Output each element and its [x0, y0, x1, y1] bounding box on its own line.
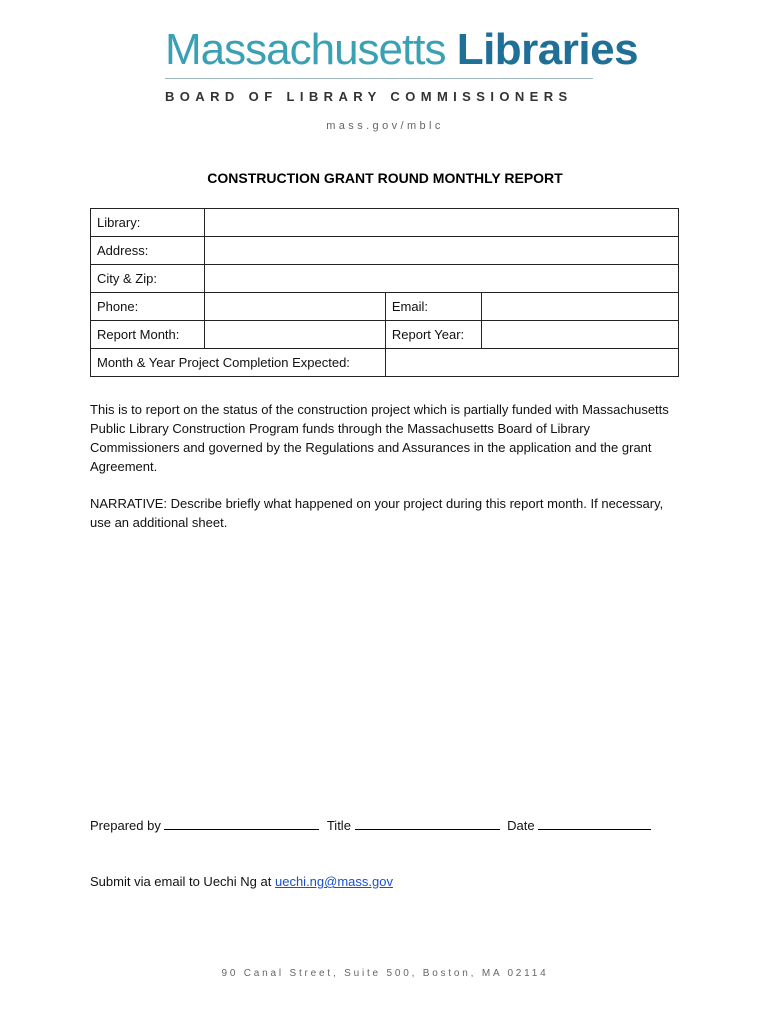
library-row	[91, 209, 679, 237]
logo-subtitle: BOARD OF LIBRARY COMMISSIONERS	[165, 89, 573, 104]
phone-field[interactable]	[204, 293, 385, 321]
prepared-by-label: Prepared by	[90, 818, 161, 833]
library-label: Library:	[91, 209, 205, 237]
submit-text: Submit via email to Uechi Ng at	[90, 874, 272, 889]
city-zip-label: City & Zip:	[91, 265, 205, 293]
email-field[interactable]	[481, 293, 678, 321]
title-line[interactable]	[355, 817, 500, 830]
title-label: Title	[326, 818, 351, 833]
website-url: mass.gov/mblc	[326, 120, 444, 132]
date-line[interactable]	[538, 817, 651, 830]
city-zip-row	[91, 265, 679, 293]
logo-wordmark	[165, 25, 639, 74]
logo-word-libraries: Libraries	[456, 25, 639, 74]
address-row	[91, 237, 679, 265]
completion-field[interactable]	[385, 349, 678, 377]
report-year-label: Report Year:	[385, 321, 481, 349]
date-label: Date	[507, 818, 535, 833]
submit-instructions	[90, 874, 393, 889]
logo-word-massachusetts: Massachusetts	[165, 25, 446, 74]
prepared-by-line[interactable]	[164, 817, 319, 830]
completion-row	[91, 349, 679, 377]
report-period-row	[91, 321, 679, 349]
city-zip-field[interactable]	[204, 265, 678, 293]
report-year-field[interactable]	[481, 321, 678, 349]
completion-label: Month & Year Project Completion Expected:	[91, 349, 386, 377]
intro-paragraph: This is to report on the status of the construction project which is partially funded with Massachusetts Public Library Construction Program funds through the Massachusetts Board of Library Commissioners and governed by the Regulations and Assurances in the application and the grant Agreement.	[90, 402, 669, 474]
logo-divider	[165, 78, 593, 79]
library-field[interactable]	[204, 209, 678, 237]
signature-row	[90, 817, 690, 833]
report-month-field[interactable]	[204, 321, 385, 349]
page-title: CONSTRUCTION GRANT ROUND MONTHLY REPORT	[207, 170, 563, 186]
mblc-logo	[165, 25, 639, 104]
footer-address: 90 Canal Street, Suite 500, Boston, MA 02114	[221, 968, 549, 979]
address-label: Address:	[91, 237, 205, 265]
report-month-label: Report Month:	[91, 321, 205, 349]
submit-email-link[interactable]: uechi.ng@mass.gov	[274, 874, 393, 889]
narrative-instructions: NARRATIVE: Describe briefly what happened on your project during this report month. If necessary, use an additional sheet.	[90, 496, 664, 530]
report-form-table	[90, 208, 679, 377]
email-label: Email:	[385, 293, 481, 321]
address-field[interactable]	[204, 237, 678, 265]
phone-label: Phone:	[91, 293, 205, 321]
phone-email-row	[91, 293, 679, 321]
